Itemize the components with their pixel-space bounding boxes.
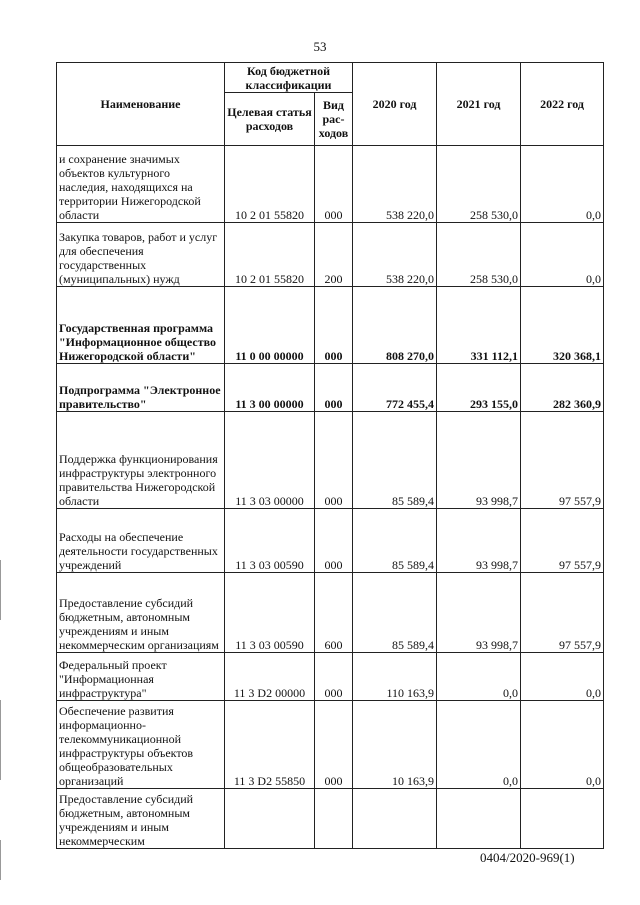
margin-mark (0, 560, 1, 620)
table-row (57, 789, 604, 849)
cell-code: 10 2 01 55820 (225, 223, 315, 287)
cell-type: 600 (315, 573, 353, 653)
table-row (57, 701, 604, 789)
cell-2021: 258 530,0 (437, 223, 521, 287)
cell-type: 000 (315, 146, 353, 223)
table-body (57, 146, 604, 849)
header-type: Вид рас-ходов (315, 93, 353, 146)
cell-type: 000 (315, 287, 353, 364)
cell-2022: 0,0 (521, 653, 604, 701)
cell-2022: 0,0 (521, 701, 604, 789)
cell-2020: 85 589,4 (353, 509, 437, 573)
table-row (57, 412, 604, 509)
table-row (57, 573, 604, 653)
cell-name: Подпрограмма "Электронное правительство" (57, 364, 225, 412)
cell-code: 11 3 D2 00000 (225, 653, 315, 701)
cell-2021 (437, 789, 521, 849)
cell-2020: 808 270,0 (353, 287, 437, 364)
cell-name: Федеральный проект "Информационная инфраструктура" (57, 653, 225, 701)
table-row (57, 146, 604, 223)
cell-type: 000 (315, 653, 353, 701)
cell-code (225, 789, 315, 849)
cell-2020: 538 220,0 (353, 146, 437, 223)
cell-2021: 0,0 (437, 653, 521, 701)
cell-type: 200 (315, 223, 353, 287)
cell-2021: 93 998,7 (437, 573, 521, 653)
cell-code: 11 3 03 00590 (225, 509, 315, 573)
cell-code: 11 3 03 00000 (225, 412, 315, 509)
header-2021: 2021 год (437, 63, 521, 146)
cell-name: и сохранение значимых объектов культурного наследия, находящихся на территории Нижегородской области (57, 146, 225, 223)
cell-2021: 93 998,7 (437, 412, 521, 509)
cell-name: Закупка товаров, работ и услуг для обеспечения государственных (муниципальных) нужд (57, 223, 225, 287)
table-row (57, 364, 604, 412)
cell-name: Расходы на обеспечение деятельности государственных учреждений (57, 509, 225, 573)
cell-type: 000 (315, 412, 353, 509)
cell-2022: 97 557,9 (521, 412, 604, 509)
cell-2020: 85 589,4 (353, 412, 437, 509)
table-row (57, 653, 604, 701)
cell-2020: 772 455,4 (353, 364, 437, 412)
cell-2022: 320 368,1 (521, 287, 604, 364)
cell-2020: 85 589,4 (353, 573, 437, 653)
cell-2021: 258 530,0 (437, 146, 521, 223)
cell-2022: 97 557,9 (521, 509, 604, 573)
cell-type: 000 (315, 509, 353, 573)
cell-code: 11 3 00 00000 (225, 364, 315, 412)
cell-code: 11 3 D2 55850 (225, 701, 315, 789)
cell-2020: 10 163,9 (353, 701, 437, 789)
cell-code: 11 0 00 00000 (225, 287, 315, 364)
cell-2022: 97 557,9 (521, 573, 604, 653)
cell-type: 000 (315, 364, 353, 412)
header-2020: 2020 год (353, 63, 437, 146)
cell-2022: 0,0 (521, 146, 604, 223)
cell-type (315, 789, 353, 849)
cell-2021: 293 155,0 (437, 364, 521, 412)
document-code: 0404/2020-969(1) (480, 850, 575, 865)
header-kbk: Код бюджетной классификации (225, 63, 353, 93)
cell-name: Поддержка функционирования инфраструктуры электронного правительства Нижегородской области (57, 412, 225, 509)
cell-name: Предоставление субсидий бюджетным, автономным учреждениям и иным некоммерческим организациям (57, 573, 225, 653)
cell-2022: 282 360,9 (521, 364, 604, 412)
cell-2022 (521, 789, 604, 849)
cell-code: 10 2 01 55820 (225, 146, 315, 223)
cell-2021: 0,0 (437, 701, 521, 789)
table-header (57, 63, 604, 146)
table-row (57, 509, 604, 573)
table-row (57, 287, 604, 364)
cell-name: Обеспечение развития информационно-телекоммуникационной инфраструктуры объектов общеобразовательных организаций (57, 701, 225, 789)
cell-2021: 93 998,7 (437, 509, 521, 573)
header-2022: 2022 год (521, 63, 604, 146)
cell-2020 (353, 789, 437, 849)
cell-2020: 110 163,9 (353, 653, 437, 701)
margin-mark (0, 700, 1, 780)
cell-name: Государственная программа "Информационное общество Нижегородской области" (57, 287, 225, 364)
cell-2021: 331 112,1 (437, 287, 521, 364)
cell-name: Предоставление субсидий бюджетным, автономным учреждениям и иным некоммерческим (57, 789, 225, 849)
margin-mark (0, 840, 1, 880)
table-row (57, 223, 604, 287)
page-number: 53 (313, 39, 327, 54)
budget-table (56, 62, 604, 849)
cell-2022: 0,0 (521, 223, 604, 287)
header-target: Целевая статья расходов (225, 93, 315, 146)
cell-code: 11 3 03 00590 (225, 573, 315, 653)
cell-2020: 538 220,0 (353, 223, 437, 287)
cell-type: 000 (315, 701, 353, 789)
header-name: Наименование (57, 63, 225, 146)
